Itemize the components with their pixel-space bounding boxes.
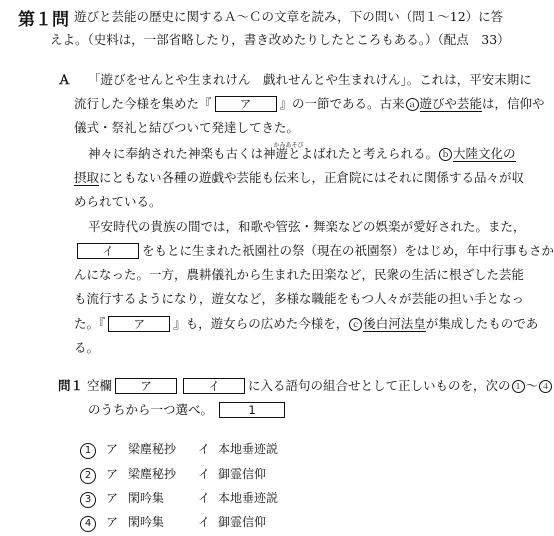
text: 』の一節である。古来	[279, 96, 405, 111]
text: 空欄	[87, 378, 113, 393]
question-title: 第１問	[18, 10, 69, 30]
option[interactable]	[80, 440, 278, 459]
blank-a-box-2: ア	[108, 316, 170, 332]
section-label: Ａ	[58, 72, 71, 87]
passage-line	[74, 96, 545, 112]
text: は，信仰や	[482, 96, 545, 111]
option-a-label: ア	[106, 515, 119, 529]
range-start-icon: １	[512, 380, 525, 393]
text: のうちから一つ選べ。	[88, 402, 214, 417]
question-line	[58, 378, 553, 394]
option[interactable]	[80, 489, 278, 508]
question-line	[88, 402, 288, 418]
text: にともない各種の遊戯や芸能も伝来し，正倉院にはそれに関係する品々が収	[99, 170, 525, 185]
ruby-term	[273, 142, 304, 162]
option-a-label: ア	[106, 467, 119, 481]
option-i-label: イ	[198, 467, 211, 481]
passage-line: 「遊びをせんとや生まれけん 戯れせんとや生まれけん」。これは，平安末期に	[88, 72, 532, 87]
option-i-label: イ	[198, 491, 211, 505]
question-label: 問１	[58, 378, 84, 393]
passage-line: 平安時代の貴族の間では，和歌や管弦・舞楽などの娯楽が愛好された。また，	[88, 219, 526, 234]
ruby-reading: かみあそび	[273, 142, 304, 149]
passage-line: められている。	[74, 194, 162, 209]
passage-line: んになった。一方，農耕儀礼から生まれた田楽など，民衆の生活に根ざした芸能	[74, 267, 525, 282]
option[interactable]	[80, 465, 266, 484]
option-i-value: 本地垂迹説	[218, 442, 279, 456]
option[interactable]	[80, 513, 266, 532]
option-a-label: ア	[106, 491, 119, 505]
option-a-label: ア	[106, 442, 119, 456]
answer-box: 1	[219, 402, 285, 418]
marker-b: ｂ	[439, 148, 452, 161]
text: に入る語句の組合せとして正しいものを，次の	[248, 378, 511, 393]
passage-line	[74, 243, 554, 259]
option-a-value: 閑吟集	[128, 491, 165, 505]
option-number-icon: 4	[80, 516, 96, 532]
underlined-term-b-cont: 摂取	[74, 170, 100, 185]
passage-line	[74, 316, 538, 332]
text: をもとに生まれた祇園社の祭（現在の祇園祭）をはじめ，年中行事もさか	[142, 243, 554, 258]
option-number-icon: 1	[80, 443, 96, 459]
underlined-term-c: 後白河法皇	[363, 316, 426, 331]
passage-line	[88, 142, 516, 162]
underlined-term-a: 遊びや芸能	[419, 96, 483, 111]
option-number-icon: 3	[80, 492, 96, 508]
text: が集成したものであ	[425, 316, 539, 331]
blank-i-box: イ	[77, 243, 139, 259]
passage-line: も流行するようになり，遊女など，多様な職能をもつ人々が芸能の担い手となっ	[74, 291, 525, 306]
text: ～	[525, 378, 539, 393]
range-end-icon: ４	[539, 380, 552, 393]
marker-c: ｃ	[349, 318, 362, 331]
text: 流行した今様を集めた『	[74, 96, 212, 111]
intro-line-2: えよ。（史料は，一部省略したり，書き改めたりしたところもある。）（配点 33）	[50, 32, 510, 47]
text: た。『	[74, 316, 106, 331]
blank-a-box-q: ア	[115, 378, 177, 394]
option-i-value: 本地垂迹説	[218, 491, 279, 505]
passage-line: る。	[74, 340, 100, 355]
option-a-value: 閑吟集	[128, 515, 165, 529]
underlined-term-b: 大陸文化の	[453, 146, 516, 161]
option-a-value: 梁塵秘抄	[128, 467, 177, 481]
blank-a-box: ア	[215, 96, 277, 112]
text: 神々に奉納された神楽も古くは神	[88, 146, 276, 161]
ruby-base: 遊	[275, 146, 289, 161]
marker-a: ａ	[406, 98, 419, 111]
passage-line	[74, 170, 524, 186]
option-number-icon: 2	[80, 468, 96, 484]
text: とよばれたと考えられる。	[288, 146, 439, 161]
passage-line: 儀式・祭礼と結びついて発達してきた。	[74, 120, 300, 135]
intro-line-1: 遊びと芸能の歴史に関するＡ～Ｃの文章を読み，下の問い（問１～12）に答	[74, 9, 504, 24]
blank-i-box-q: イ	[183, 378, 245, 394]
option-i-label: イ	[198, 515, 211, 529]
option-i-value: 御霊信仰	[218, 515, 267, 529]
option-a-value: 梁塵秘抄	[128, 442, 177, 456]
text: 』も，遊女らの広めた今様を，	[173, 316, 349, 331]
option-i-label: イ	[198, 442, 211, 456]
option-i-value: 御霊信仰	[218, 467, 267, 481]
